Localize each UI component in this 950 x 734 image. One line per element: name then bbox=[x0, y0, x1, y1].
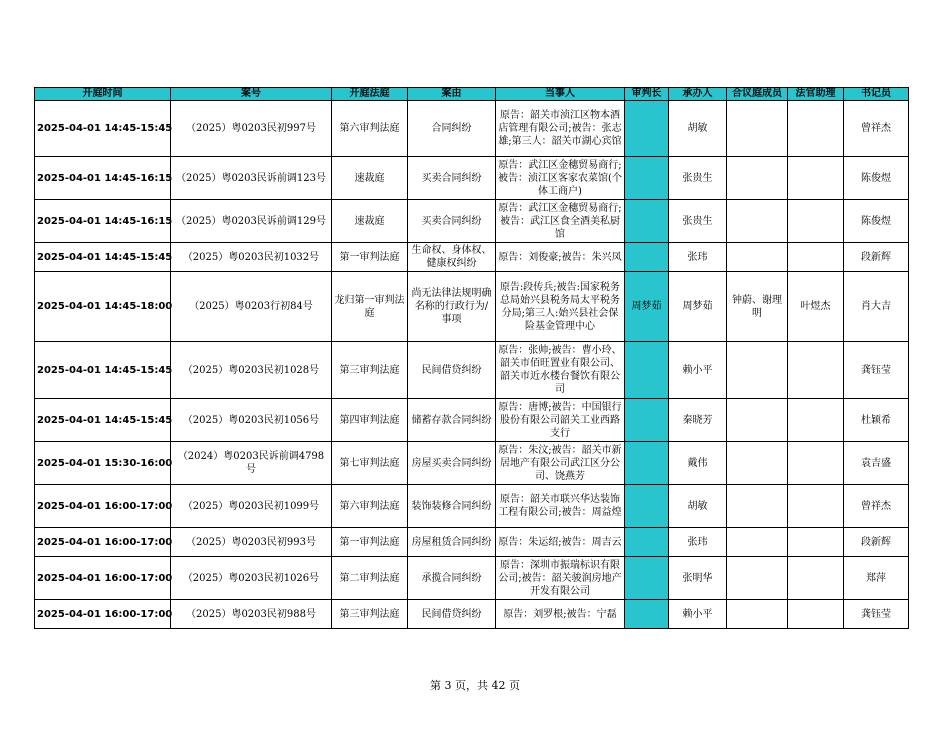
cell-case-number: （2025）粤0203民初997号 bbox=[171, 101, 332, 157]
cell-time: 2025-04-01 14:45-16:15 bbox=[35, 200, 171, 243]
cell-case-number: （2025）粤0203民初988号 bbox=[171, 600, 332, 629]
cell-cause: 民间借贷纠纷 bbox=[408, 600, 496, 629]
cell-clerk: 曾祥杰 bbox=[844, 485, 909, 528]
cell-handler: 周梦茹 bbox=[669, 272, 727, 342]
cell-panel-members bbox=[727, 442, 788, 485]
cell-handler: 胡敏 bbox=[669, 101, 727, 157]
cell-panel-members bbox=[727, 200, 788, 243]
cell-handler: 赖小平 bbox=[669, 342, 727, 399]
cell-time: 2025-04-01 16:00-17:00 bbox=[35, 557, 171, 600]
cell-parties: 原告：深圳市振瑞标识有限公司;被告：韶关骏润房地产开发有限公司 bbox=[496, 557, 625, 600]
cell-courtroom: 第一审判法庭 bbox=[332, 243, 408, 272]
cell-cause: 合同纠纷 bbox=[408, 101, 496, 157]
cell-handler: 秦晓芳 bbox=[669, 399, 727, 442]
table-header-row bbox=[35, 88, 909, 101]
cell-courtroom: 第三审判法庭 bbox=[332, 342, 408, 399]
cell-presiding-judge bbox=[625, 157, 669, 200]
header-presiding-judge: 审判长 bbox=[625, 88, 669, 101]
cell-handler: 胡敏 bbox=[669, 485, 727, 528]
table-row bbox=[35, 528, 909, 557]
cell-presiding-judge bbox=[625, 442, 669, 485]
header-case-number: 案号 bbox=[171, 88, 332, 101]
cell-clerk: 龚钰莹 bbox=[844, 342, 909, 399]
cell-courtroom: 速裁庭 bbox=[332, 200, 408, 243]
cell-parties: 原告：韶关市浈江区物本酒店管理有限公司;被告：张志雄;第三人：韶关市湖心宾馆 bbox=[496, 101, 625, 157]
cell-case-number: （2025）粤0203行初84号 bbox=[171, 272, 332, 342]
cell-judge-assistant bbox=[788, 342, 844, 399]
cell-clerk: 陈俊煜 bbox=[844, 200, 909, 243]
cell-courtroom: 第六审判法庭 bbox=[332, 101, 408, 157]
cell-clerk: 段新辉 bbox=[844, 243, 909, 272]
cell-parties: 原告:段传兵;被告:国家税务总局始兴县税务局太平税务分局;第三人:始兴县社会保险基金管理中心 bbox=[496, 272, 625, 342]
cell-judge-assistant bbox=[788, 243, 844, 272]
cell-presiding-judge bbox=[625, 600, 669, 629]
cell-cause: 民间借贷纠纷 bbox=[408, 342, 496, 399]
header-hearing-time: 开庭时间 bbox=[35, 88, 171, 101]
cell-parties: 原告：唐博;被告：中国银行股份有限公司韶关工业西路支行 bbox=[496, 399, 625, 442]
cell-case-number: （2024）粤0203民诉前调4798号 bbox=[171, 442, 332, 485]
cell-presiding-judge bbox=[625, 200, 669, 243]
cell-handler: 张贵生 bbox=[669, 200, 727, 243]
cell-cause: 生命权、身体权、健康权纠纷 bbox=[408, 243, 496, 272]
cell-courtroom: 第四审判法庭 bbox=[332, 399, 408, 442]
cell-clerk: 肖大吉 bbox=[844, 272, 909, 342]
table-row bbox=[35, 600, 909, 629]
cell-judge-assistant: 叶煜杰 bbox=[788, 272, 844, 342]
cell-judge-assistant bbox=[788, 528, 844, 557]
cell-case-number: （2025）粤0203民初1032号 bbox=[171, 243, 332, 272]
cell-cause: 尚无法律法规明确名称的行政行为/事项 bbox=[408, 272, 496, 342]
cell-time: 2025-04-01 14:45-16:15 bbox=[35, 157, 171, 200]
cell-courtroom: 龙归第一审判法庭 bbox=[332, 272, 408, 342]
table-row bbox=[35, 399, 909, 442]
cell-panel-members bbox=[727, 243, 788, 272]
header-judge-assistant: 法官助理 bbox=[788, 88, 844, 101]
table-row bbox=[35, 557, 909, 600]
cell-courtroom: 第七审判法庭 bbox=[332, 442, 408, 485]
cell-presiding-judge bbox=[625, 101, 669, 157]
cell-time: 2025-04-01 14:45-15:45 bbox=[35, 101, 171, 157]
cell-time: 2025-04-01 14:45-18:00 bbox=[35, 272, 171, 342]
cell-courtroom: 第六审判法庭 bbox=[332, 485, 408, 528]
cell-judge-assistant bbox=[788, 200, 844, 243]
cell-clerk: 陈俊煜 bbox=[844, 157, 909, 200]
cell-parties: 原告：朱汶;被告：韶关市新居地产有限公司武江区分公司、饶燕芳 bbox=[496, 442, 625, 485]
cell-cause: 房屋买卖合同纠纷 bbox=[408, 442, 496, 485]
cell-handler: 张贵生 bbox=[669, 157, 727, 200]
cell-parties: 原告：武江区金穗贸易商行;被告：武江区食全酒美私厨馆 bbox=[496, 200, 625, 243]
cell-presiding-judge bbox=[625, 399, 669, 442]
header-panel-members: 合议庭成员 bbox=[727, 88, 788, 101]
cell-panel-members bbox=[727, 342, 788, 399]
cell-case-number: （2025）粤0203民诉前调123号 bbox=[171, 157, 332, 200]
cell-cause: 买卖合同纠纷 bbox=[408, 157, 496, 200]
table-row bbox=[35, 157, 909, 200]
table-row bbox=[35, 342, 909, 399]
cell-presiding-judge bbox=[625, 243, 669, 272]
cell-parties: 原告：刘罗根;被告：宁磊 bbox=[496, 600, 625, 629]
cell-courtroom: 第三审判法庭 bbox=[332, 600, 408, 629]
cell-case-number: （2025）粤0203民诉前调129号 bbox=[171, 200, 332, 243]
cell-parties: 原告：刘俊豪;被告：朱兴凤 bbox=[496, 243, 625, 272]
cell-parties: 原告：张帅;被告：曹小玲、韶关市佰旺置业有限公司、韶关市近水楼台餐饮有限公司 bbox=[496, 342, 625, 399]
cell-case-number: （2025）粤0203民初1099号 bbox=[171, 485, 332, 528]
table-row bbox=[35, 101, 909, 157]
cell-presiding-judge bbox=[625, 342, 669, 399]
cell-handler: 张玮 bbox=[669, 528, 727, 557]
cell-cause: 承揽合同纠纷 bbox=[408, 557, 496, 600]
cell-clerk: 杜颖希 bbox=[844, 399, 909, 442]
cell-courtroom: 第二审判法庭 bbox=[332, 557, 408, 600]
cell-courtroom: 速裁庭 bbox=[332, 157, 408, 200]
table-row bbox=[35, 442, 909, 485]
cell-time: 2025-04-01 16:00-17:00 bbox=[35, 528, 171, 557]
table-row bbox=[35, 485, 909, 528]
cell-panel-members bbox=[727, 485, 788, 528]
header-cause: 案由 bbox=[408, 88, 496, 101]
cell-time: 2025-04-01 15:30-16:00 bbox=[35, 442, 171, 485]
cell-panel-members bbox=[727, 557, 788, 600]
cell-clerk: 郑萍 bbox=[844, 557, 909, 600]
cell-courtroom: 第一审判法庭 bbox=[332, 528, 408, 557]
cell-panel-members bbox=[727, 399, 788, 442]
cell-panel-members bbox=[727, 101, 788, 157]
cell-clerk: 曾祥杰 bbox=[844, 101, 909, 157]
cell-presiding-judge bbox=[625, 557, 669, 600]
cell-case-number: （2025）粤0203民初1026号 bbox=[171, 557, 332, 600]
cell-panel-members bbox=[727, 157, 788, 200]
cell-handler: 戴伟 bbox=[669, 442, 727, 485]
cell-cause: 储蓄存款合同纠纷 bbox=[408, 399, 496, 442]
cell-panel-members bbox=[727, 600, 788, 629]
cell-cause: 买卖合同纠纷 bbox=[408, 200, 496, 243]
cell-clerk: 龚钰莹 bbox=[844, 600, 909, 629]
cell-handler: 张明华 bbox=[669, 557, 727, 600]
cell-presiding-judge bbox=[625, 528, 669, 557]
cell-parties: 原告：朱运绍;被告：周吉云 bbox=[496, 528, 625, 557]
cell-time: 2025-04-01 14:45-15:45 bbox=[35, 342, 171, 399]
cell-presiding-judge: 周梦茹 bbox=[625, 272, 669, 342]
cell-parties: 原告：韶关市联兴华达装饰工程有限公司;被告：周益煌 bbox=[496, 485, 625, 528]
cell-case-number: （2025）粤0203民初1056号 bbox=[171, 399, 332, 442]
cell-handler: 赖小平 bbox=[669, 600, 727, 629]
cell-panel-members bbox=[727, 528, 788, 557]
cell-parties: 原告：武江区金穗贸易商行;被告：浈江区客家农菜馆(个体工商户) bbox=[496, 157, 625, 200]
cell-case-number: （2025）粤0203民初993号 bbox=[171, 528, 332, 557]
cell-judge-assistant bbox=[788, 157, 844, 200]
table-row bbox=[35, 272, 909, 342]
cell-handler: 张玮 bbox=[669, 243, 727, 272]
header-parties: 当事人 bbox=[496, 88, 625, 101]
cell-judge-assistant bbox=[788, 442, 844, 485]
table-row bbox=[35, 243, 909, 272]
cell-judge-assistant bbox=[788, 557, 844, 600]
cell-cause: 装饰装修合同纠纷 bbox=[408, 485, 496, 528]
cell-cause: 房屋租赁合同纠纷 bbox=[408, 528, 496, 557]
cell-clerk: 段新辉 bbox=[844, 528, 909, 557]
header-courtroom: 开庭法庭 bbox=[332, 88, 408, 101]
cell-case-number: （2025）粤0203民初1028号 bbox=[171, 342, 332, 399]
cell-time: 2025-04-01 16:00-17:00 bbox=[35, 600, 171, 629]
cell-time: 2025-04-01 14:45-15:45 bbox=[35, 243, 171, 272]
cell-panel-members: 钟蔚、谢理明 bbox=[727, 272, 788, 342]
cell-judge-assistant bbox=[788, 101, 844, 157]
cell-judge-assistant bbox=[788, 485, 844, 528]
hearing-schedule-table bbox=[34, 87, 909, 629]
cell-presiding-judge bbox=[625, 485, 669, 528]
table-row bbox=[35, 200, 909, 243]
cell-time: 2025-04-01 14:45-15:45 bbox=[35, 399, 171, 442]
header-clerk: 书记员 bbox=[844, 88, 909, 101]
cell-time: 2025-04-01 16:00-17:00 bbox=[35, 485, 171, 528]
cell-clerk: 袁吉盛 bbox=[844, 442, 909, 485]
cell-judge-assistant bbox=[788, 600, 844, 629]
cell-judge-assistant bbox=[788, 399, 844, 442]
page-number-footer: 第 3 页，共 42 页 bbox=[430, 679, 520, 692]
header-handler: 承办人 bbox=[669, 88, 727, 101]
